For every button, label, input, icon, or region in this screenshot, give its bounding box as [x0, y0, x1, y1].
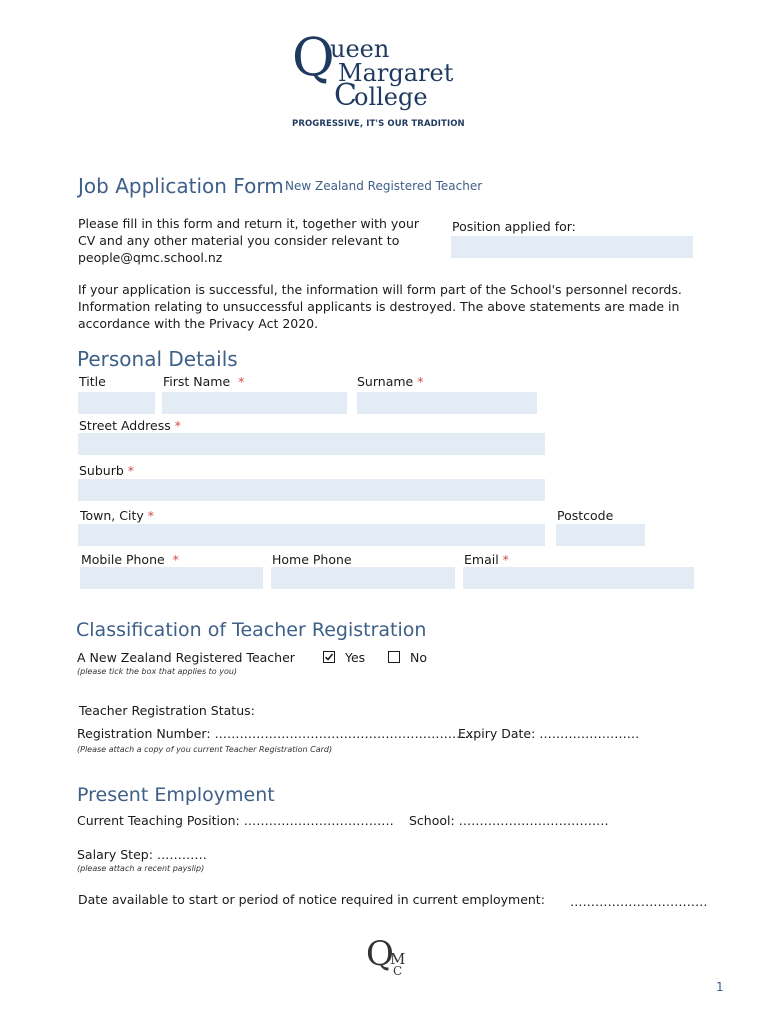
- required-mark: *: [238, 374, 245, 389]
- salary-step-label: Salary Step: …………: [77, 847, 207, 862]
- required-mark: *: [172, 552, 179, 567]
- no-option[interactable]: [388, 650, 427, 665]
- no-checkbox[interactable]: [388, 651, 400, 663]
- intro-email: people@qmc.school.nz: [78, 250, 223, 265]
- required-mark: *: [127, 463, 135, 478]
- monogram-m: M: [390, 950, 406, 968]
- suburb-label: [79, 463, 134, 478]
- tick-box-hint: (please tick the box that applies to you): [77, 667, 238, 676]
- home-phone-label: Home Phone: [272, 552, 352, 567]
- street-address-label-text: Street Address: [79, 418, 171, 433]
- yes-option[interactable]: [323, 650, 365, 665]
- email-field[interactable]: [463, 567, 694, 589]
- postcode-field[interactable]: [556, 524, 645, 546]
- page-title: Job Application Form: [78, 174, 284, 198]
- title-field[interactable]: [78, 392, 155, 414]
- town-city-field[interactable]: [78, 524, 545, 546]
- required-mark: *: [502, 552, 509, 567]
- yes-checkbox[interactable]: [323, 651, 335, 663]
- page-subtitle: New Zealand Registered Teacher: [285, 179, 483, 193]
- postcode-label: Postcode: [557, 508, 614, 523]
- current-position-label: Current Teaching Position: ………………………………: [77, 813, 394, 828]
- check-icon: [324, 652, 334, 662]
- college-logo: [290, 28, 470, 114]
- first-name-label-text: First Name: [163, 374, 231, 389]
- registration-card-hint: (Please attach a copy of you current Teacher Registration Card): [77, 745, 333, 754]
- date-available-label: Date available to start or period of notice required in current employment:: [78, 892, 545, 907]
- surname-field[interactable]: [357, 392, 537, 414]
- first-name-field[interactable]: [162, 392, 347, 414]
- monogram-c: C: [393, 964, 403, 978]
- page-number: 1: [716, 980, 724, 994]
- home-phone-field[interactable]: [271, 567, 455, 589]
- registered-teacher-question: A New Zealand Registered Teacher: [77, 650, 295, 665]
- privacy-line-2: Information relating to unsuccessful applicants is destroyed. The above statements are made in: [78, 299, 680, 314]
- intro-line-2: CV and any other material you consider relevant to: [78, 233, 400, 248]
- no-label: No: [409, 650, 427, 665]
- date-available-field[interactable]: ……………………………: [570, 894, 708, 909]
- payslip-hint: (please attach a recent payslip): [77, 864, 205, 873]
- intro-line-1: Please fill in this form and return it, together with your: [78, 216, 420, 231]
- required-mark: *: [174, 418, 181, 433]
- logo-big-c: C: [334, 78, 357, 113]
- suburb-field[interactable]: [78, 479, 545, 501]
- title-label: Title: [79, 374, 106, 389]
- surname-label: [357, 374, 423, 389]
- email-label: [464, 552, 509, 567]
- privacy-line-3: accordance with the Privacy Act 2020.: [78, 316, 319, 331]
- first-name-label: [163, 374, 244, 389]
- logo-line-margaret: Margaret: [338, 59, 454, 87]
- registration-number-label: Registration Number: ………………………………………………………: [77, 726, 478, 741]
- expiry-date-label: Expiry Date: ……………………: [458, 726, 640, 741]
- email-label-text: Email: [464, 552, 499, 567]
- mobile-phone-label: [81, 552, 179, 567]
- required-mark: *: [417, 374, 424, 389]
- monogram-q: Q: [366, 934, 394, 974]
- footer-monogram: [366, 936, 416, 986]
- suburb-label-text: Suburb: [79, 463, 124, 478]
- logo-line-college: ollege: [354, 83, 428, 111]
- privacy-line-1: If your application is successful, the information will form part of the School's personnel records.: [78, 282, 682, 297]
- surname-label-text: Surname: [357, 374, 414, 389]
- required-mark: *: [147, 508, 154, 523]
- town-city-label: [80, 508, 154, 523]
- present-employment-heading: Present Employment: [77, 784, 275, 806]
- position-applied-label: Position applied for:: [452, 219, 576, 234]
- classification-heading: Classification of Teacher Registration: [76, 619, 427, 641]
- street-address-field[interactable]: [78, 433, 545, 455]
- position-applied-field[interactable]: [451, 236, 693, 258]
- school-label: School: ………………………………: [409, 813, 609, 828]
- logo-big-q: Q: [292, 28, 335, 88]
- logo-line-queen: ueen: [330, 35, 390, 63]
- yes-label: Yes: [344, 650, 366, 665]
- mobile-phone-label-text: Mobile Phone: [81, 552, 165, 567]
- registration-status-label: Teacher Registration Status:: [79, 703, 255, 718]
- street-address-label: [79, 418, 181, 433]
- logo-tagline: PROGRESSIVE, IT'S OUR TRADITION: [292, 119, 465, 129]
- personal-details-heading: Personal Details: [77, 347, 238, 371]
- town-city-label-text: Town, City: [80, 508, 144, 523]
- mobile-phone-field[interactable]: [80, 567, 263, 589]
